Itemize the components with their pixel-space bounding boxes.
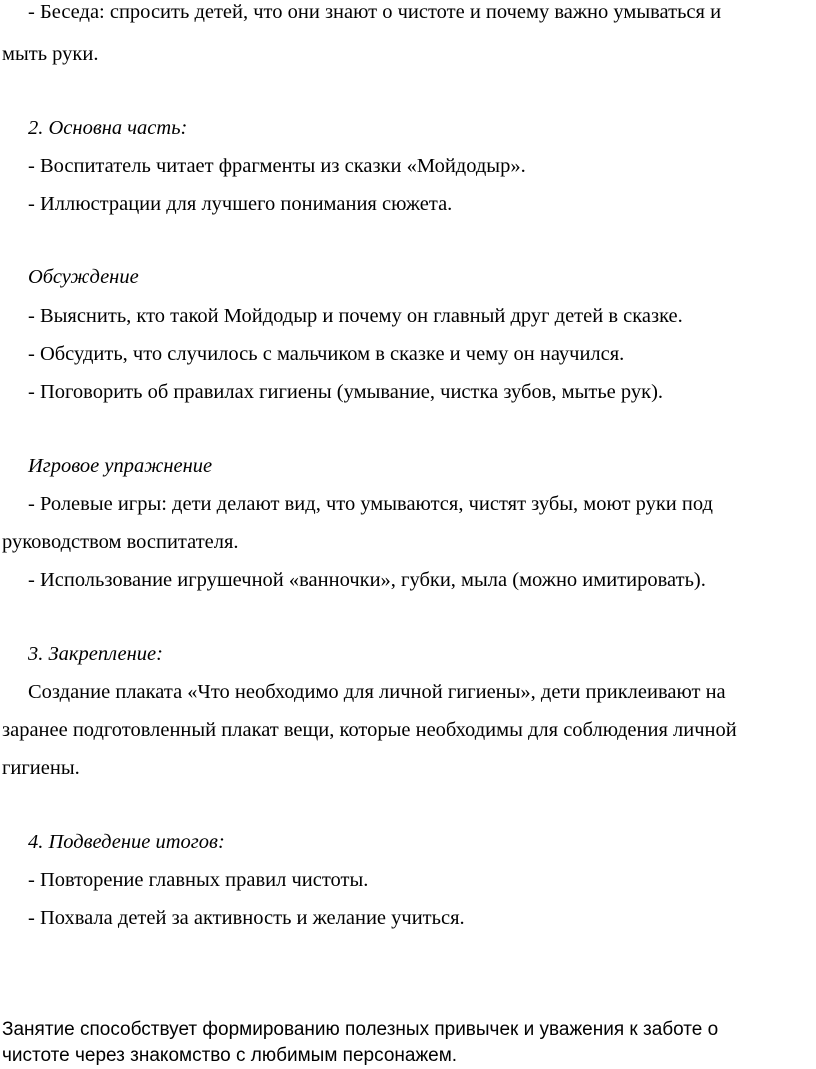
game-item-1-line-1: - Ролевые игры: дети делают вид, что умываются, чистят зубы, моют руки под <box>28 493 713 515</box>
main-part-item-2: - Иллюстрации для лучшего понимания сюжета. <box>28 193 453 215</box>
intro-line-2: мыть руки. <box>2 43 99 65</box>
game-item-2: - Использование игрушечной «ванночки», губки, мыла (можно имитировать). <box>28 569 706 591</box>
main-part-item-1: - Воспитатель читает фрагменты из сказки «Мойдодыр». <box>28 155 526 177</box>
game-item-1-line-2: руководством воспитателя. <box>2 531 239 553</box>
closing-line-1: Занятие способствует формированию полезных привычек и уважения к заботе о <box>2 1019 719 1040</box>
summary-item-1: - Повторение главных правил чистоты. <box>28 869 369 891</box>
discussion-item-2: - Обсудить, что случилось с мальчиком в сказке и чему он научился. <box>28 343 625 365</box>
summary-item-2: - Похвала детей за активность и желание учиться. <box>28 907 465 929</box>
discussion-item-3: - Поговорить об правилах гигиены (умывание, чистка зубов, мытье рук). <box>28 381 664 403</box>
section-heading-discussion: Обсуждение <box>28 266 139 288</box>
closing-line-2: чистоте через знакомство с любимым персонажем. <box>2 1045 458 1066</box>
section-heading-game: Игровое упражнение <box>28 455 213 477</box>
consolidation-line-1: Создание плаката «Что необходимо для личной гигиены», дети приклеивают на <box>28 681 726 703</box>
section-heading-consolidation: 3. Закрепление: <box>28 643 163 665</box>
discussion-item-1: - Выяснить, кто такой Мойдодыр и почему он главный друг детей в сказке. <box>28 305 683 327</box>
section-heading-main-part: 2. Основна часть: <box>28 117 188 139</box>
section-heading-summary: 4. Подведение итогов: <box>28 831 225 853</box>
consolidation-line-3: гигиены. <box>2 757 80 779</box>
consolidation-line-2: заранее подготовленный плакат вещи, которые необходимы для соблюдения личной <box>2 719 737 741</box>
intro-line-1: - Беседа: спросить детей, что они знают о чистоте и почему важно умываться и <box>28 1 722 23</box>
